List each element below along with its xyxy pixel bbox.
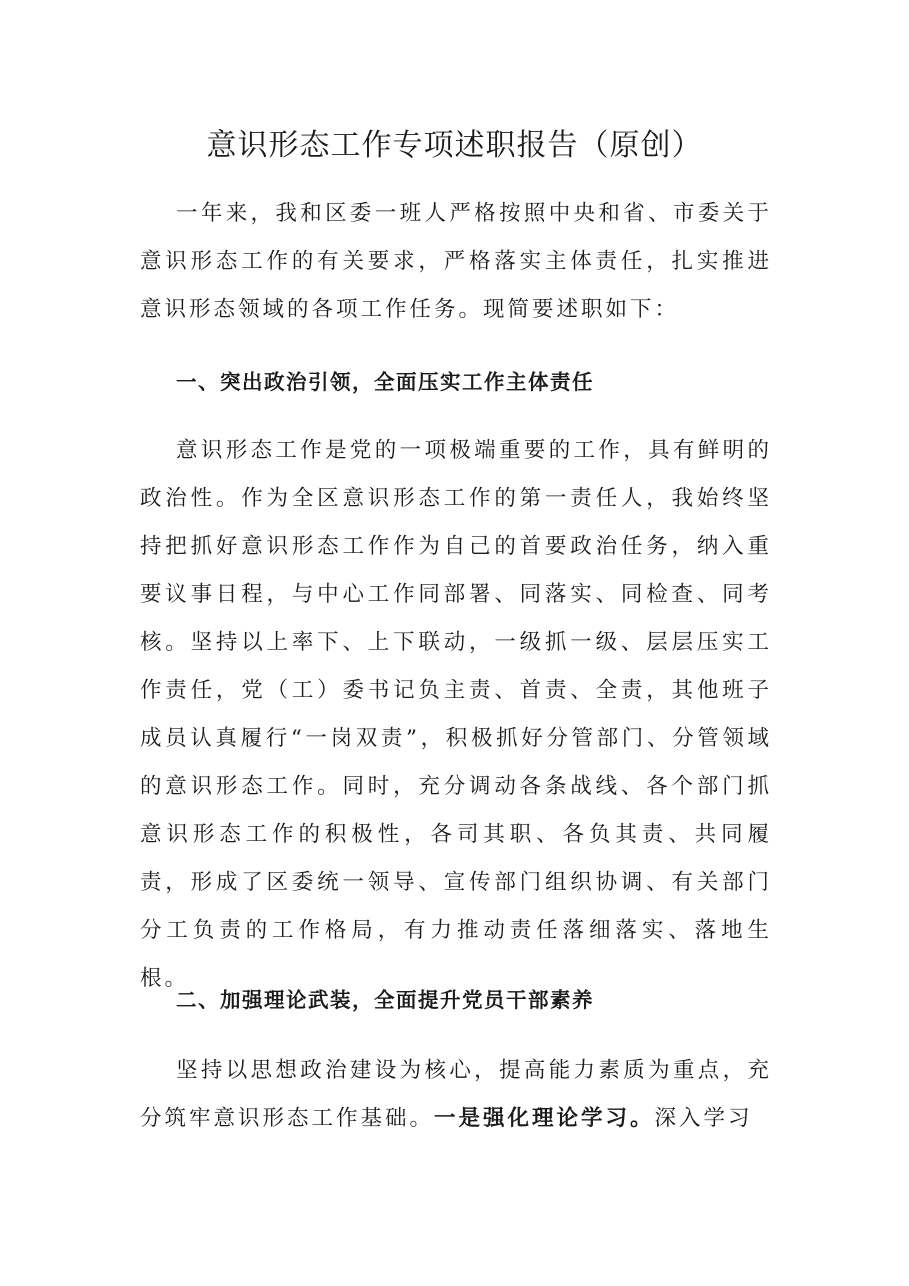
intro-paragraph: 一年来，我和区委一班人严格按照中央和省、市委关于意识形态工作的有关要求，严格落实主体责任，扎实推进意识形态领域的各项工作任务。现简要述职如下： <box>140 201 772 322</box>
section-1-heading: 一、突出政治引领，全面压实工作主体责任 <box>176 370 594 394</box>
section-1-paragraph: 意识形态工作是党的一项极端重要的工作，具有鲜明的政治性。作为全区意识形态工作的第一责任人，我始终坚持把抓好意识形态工作作为自己的首要政治任务，纳入重要议事日程，与中心工作同部署、同落实、同检查、同考核。坚持以上率下、上下联动，一级抓一级、层层压实工作责任，党（工）委书记负主责、首责、全责，其他班子成员认真履行“一岗双责”，积极抓好分管部门、分管领域的意识形态工作。同时，充分调动各条战线、各个部门抓意识形态工作的积极性，各司其职、各负其责、共同履责，形成了区委统一领导、宣传部门组织协调、有关部门分工负责的工作格局，有力推动责任落细落实、落地生根。 <box>140 438 772 991</box>
document-title: 意识形态工作专项述职报告（原创） <box>206 128 703 163</box>
section-2-paragraph <box>140 1047 772 1143</box>
section-2-emphasis: 一是强化理论学习。 <box>434 1106 655 1131</box>
section-2-text-start: 坚持以思想政治建设为核心，提高能力素质为重点，充分筑牢意识形态工作基础。 <box>140 1058 772 1131</box>
section-2-text-end: 深入学习 <box>654 1106 753 1131</box>
section-2-heading: 二、加强理论武装，全面提升党员干部素养 <box>176 988 594 1012</box>
